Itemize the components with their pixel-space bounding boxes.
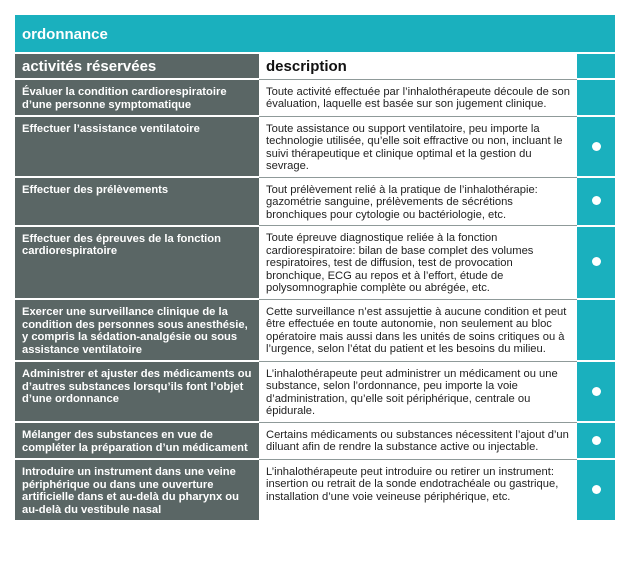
ordonnance-marker-cell [577, 361, 615, 422]
ordonnance-marker-cell [577, 299, 615, 361]
ordonnance-marker-cell [577, 79, 615, 116]
activity-cell: Introduire un instrument dans une veine périphérique ou dans une ouverture artificielle dans et au-delà du pharynx ou au-delà du vestibule nasal [15, 459, 259, 520]
table-row [15, 299, 615, 361]
table-row [15, 422, 615, 459]
ordonnance-marker-cell [577, 422, 615, 459]
table-row [15, 226, 615, 300]
table-row [15, 459, 615, 520]
activity-cell: Effectuer des prélèvements [15, 177, 259, 226]
description-cell: Toute activité effectuée par l’inhalothérapeute découle de son évaluation, laquelle est basée sur son jugement clinique. [259, 79, 577, 116]
header-description: description [259, 54, 577, 79]
activity-cell: Effectuer des épreuves de la fonction cardiorespiratoire [15, 226, 259, 300]
table-body [15, 79, 615, 520]
table-header-row [15, 54, 615, 79]
activities-table [15, 54, 615, 520]
table-row [15, 361, 615, 422]
header-ordonnance-column [577, 54, 615, 79]
activity-cell: Effectuer l’assistance ventilatoire [15, 116, 259, 177]
description-cell: Tout prélèvement relié à la pratique de l’inhalothérapie: gazométrie sanguine, prélèvements de sécrétions bronchiques pour cytologie ou bactériologie, etc. [259, 177, 577, 226]
header-activities: activités réservées [15, 54, 259, 79]
activity-cell: Administrer et ajuster des médicaments ou d’autres substances lorsqu’ils font l’objet d’une ordonnance [15, 361, 259, 422]
dot-icon [592, 257, 601, 266]
description-cell: Toute assistance ou support ventilatoire, peu importe la technologie utilisée, qu’elle soit effractive ou non, incluant le suivi thérapeutique et clinique optimal et la gestion du sevrage. [259, 116, 577, 177]
table-row [15, 116, 615, 177]
ordonnance-marker-cell [577, 226, 615, 300]
ordonnance-marker-cell [577, 177, 615, 226]
dot-icon [592, 196, 601, 205]
dot-icon [592, 436, 601, 445]
description-cell: Cette surveillance n’est assujettie à aucune condition et peut être effectuée en toute autonomie, non seulement au bloc opératoire mais aussi dans les unités de soins critiques ou à l’urgence, selon l’état du patient et les besoins du milieu. [259, 299, 577, 361]
ordonnance-marker-cell [577, 459, 615, 520]
table-row [15, 177, 615, 226]
dot-icon [592, 387, 601, 396]
description-cell: L’inhalothérapeute peut introduire ou retirer un instrument: insertion ou retrait de la sonde endotrachéale ou gastrique, installation d’une voie veineuse périphérique, etc. [259, 459, 577, 520]
ordonnance-marker-cell [577, 116, 615, 177]
description-cell: Certains médicaments ou substances nécessitent l’ajout d’un diluant afin de rendre la substance active ou injectable. [259, 422, 577, 459]
activity-cell: Exercer une surveillance clinique de la condition des personnes sous anesthésie, y compris la sédation-analgésie ou sous assistance ventilatoire [15, 299, 259, 361]
dot-icon [592, 142, 601, 151]
table-title: ordonnance [15, 15, 615, 54]
activity-cell: Évaluer la condition cardiorespiratoire d’une personne symptomatique [15, 79, 259, 116]
description-cell: Toute épreuve diagnostique reliée à la fonction cardiorespiratoire: bilan de base complet des volumes respiratoires, test de diffusion, test de provocation bronchique, ECG au repos et à l’effort, étude de polysomnographie complète ou abrégée, etc. [259, 226, 577, 300]
table-row [15, 79, 615, 116]
reserved-activities-table-panel [15, 15, 615, 520]
dot-icon [592, 485, 601, 494]
activity-cell: Mélanger des substances en vue de compléter la préparation d’un médicament [15, 422, 259, 459]
description-cell: L’inhalothérapeute peut administrer un médicament ou une substance, selon l’ordonnance, peu importe la voie d’administration, qu’elle soit périphérique, centrale ou épidurale. [259, 361, 577, 422]
